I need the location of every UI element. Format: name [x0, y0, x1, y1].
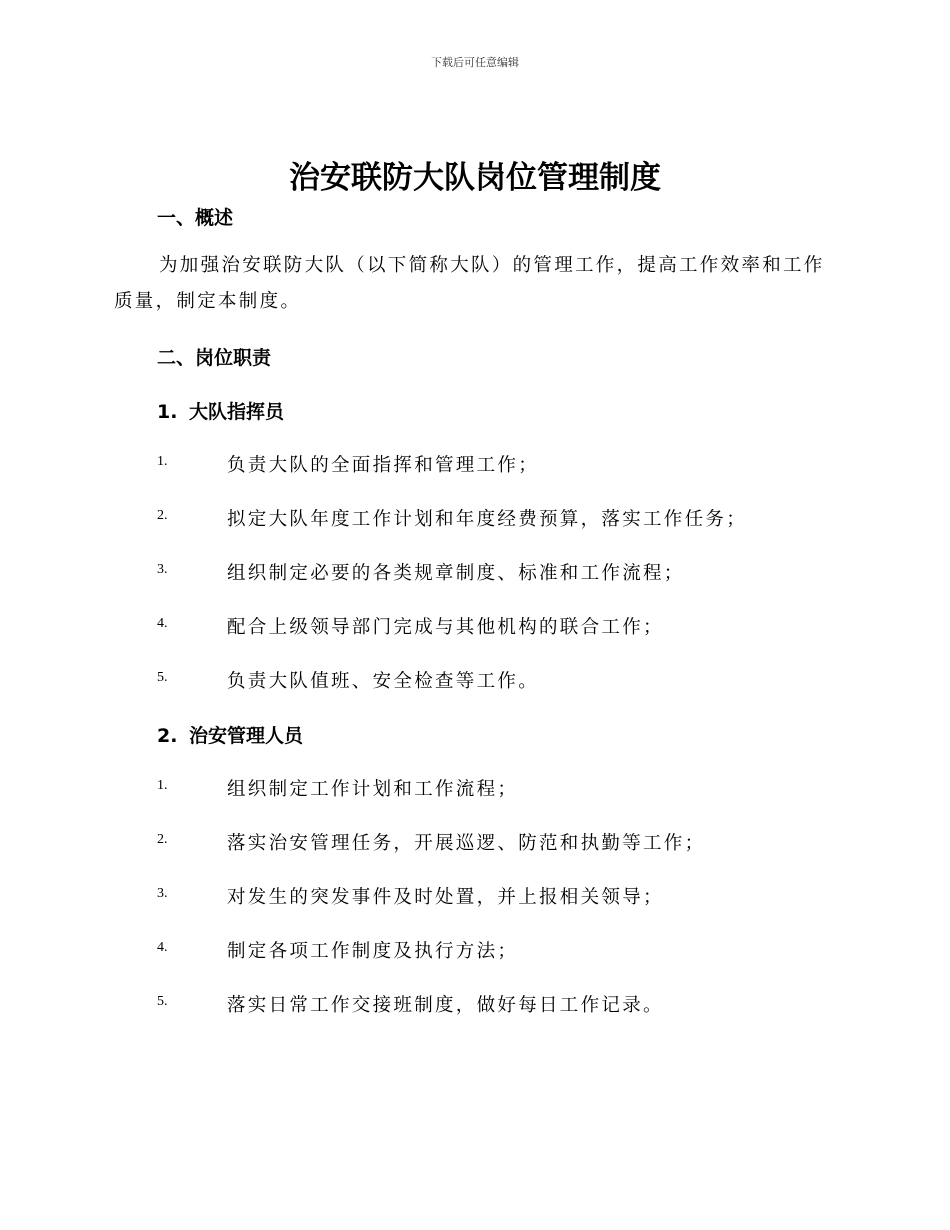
list-item-number: 3.	[157, 886, 168, 901]
document-title: 治安联防大队岗位管理制度	[289, 160, 661, 196]
role-title: 治安管理人员	[189, 725, 304, 747]
list-item-text: 组织制定工作计划和工作流程；	[227, 779, 519, 800]
list-item-text: 落实日常工作交接班制度，做好每日工作记录。	[227, 995, 664, 1016]
section-heading-duties: 二、岗位职责	[157, 347, 272, 369]
section-heading-overview: 一、概述	[157, 207, 234, 229]
role-title: 大队指挥员	[189, 401, 285, 423]
role-number: 2.	[157, 725, 178, 747]
list-item-number: 5.	[157, 994, 168, 1009]
list-item-text: 负责大队值班、安全检查等工作。	[227, 671, 540, 692]
list-item-text: 制定各项工作制度及执行方法；	[227, 941, 519, 962]
role-heading-commander	[157, 397, 284, 424]
overview-paragraph: 为加强治安联防大队（以下简称大队）的管理工作，提高工作效率和工作质量，制定本制度。	[114, 255, 825, 312]
list-item-number: 4.	[157, 940, 168, 955]
list-item-number: 1.	[157, 454, 168, 469]
role-number: 1.	[157, 401, 178, 423]
list-item-number: 1.	[157, 778, 168, 793]
role-heading-security-staff	[157, 721, 303, 748]
list-item-text: 组织制定必要的各类规章制度、标准和工作流程；	[227, 563, 685, 584]
list-item-number: 4.	[157, 616, 168, 631]
list-item-number: 2.	[157, 508, 168, 523]
list-item-number: 3.	[157, 562, 168, 577]
list-item-text: 配合上级领导部门完成与其他机构的联合工作；	[227, 617, 664, 638]
list-item-text: 落实治安管理任务，开展巡逻、防范和执勤等工作；	[227, 833, 706, 854]
list-item-number: 2.	[157, 832, 168, 847]
list-item-text: 拟定大队年度工作计划和年度经费预算，落实工作任务；	[227, 509, 748, 530]
list-item-text: 负责大队的全面指挥和管理工作；	[227, 455, 540, 476]
header-note: 下载后可任意编辑	[431, 56, 519, 69]
list-item-number: 5.	[157, 670, 168, 685]
list-item-text: 对发生的突发事件及时处置，并上报相关领导；	[227, 887, 664, 908]
